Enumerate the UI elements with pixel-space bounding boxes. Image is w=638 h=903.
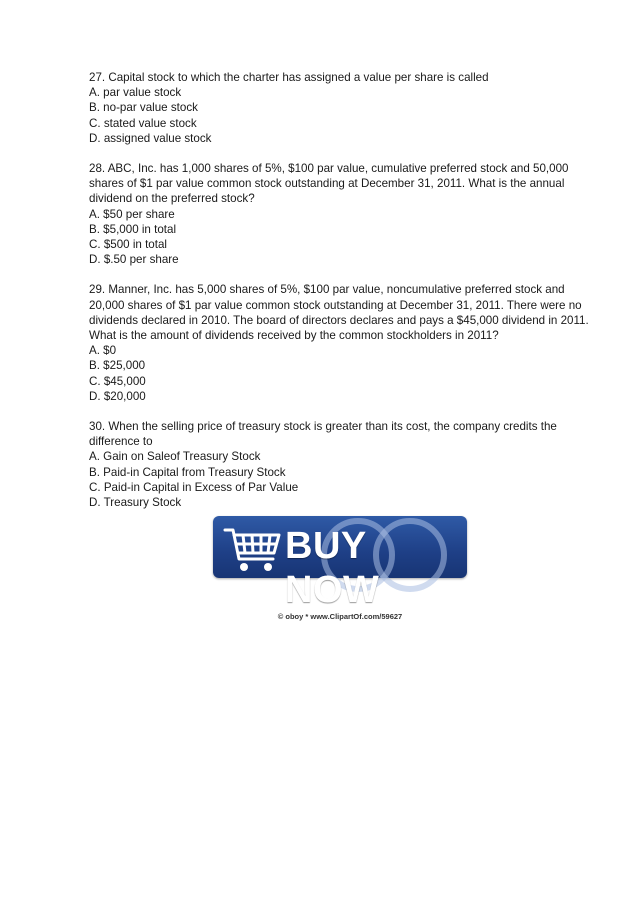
answer-option: D. $.50 per share: [89, 253, 179, 267]
answer-option: D. assigned value stock: [89, 131, 212, 145]
question-29: [89, 282, 589, 404]
answer-option: D. $20,000: [89, 389, 146, 403]
answer-option: A. Gain on Saleof Treasury Stock: [89, 450, 261, 464]
question-28: [89, 161, 589, 267]
document-body: [89, 70, 589, 525]
answer-option: B. no-par value stock: [89, 101, 198, 115]
answer-option: A. par value stock: [89, 86, 182, 100]
image-credit: © oboy * www.ClipartOf.com/59627: [277, 612, 403, 621]
answer-option: B. $25,000: [89, 359, 146, 373]
answer-option: C. $500 in total: [89, 238, 167, 252]
buy-now-label: BUY NOW: [285, 525, 380, 611]
answer-option: A. $50 per share: [89, 207, 175, 221]
answer-option: C. stated value stock: [89, 116, 197, 130]
answer-option: B. $5,000 in total: [89, 222, 177, 236]
shopping-cart-icon: [223, 525, 283, 575]
question-30: [89, 419, 589, 510]
answer-option: B. Paid-in Capital from Treasury Stock: [89, 465, 286, 479]
question-text: 28. ABC, Inc. has 1,000 shares of 5%, $100 par value, cumulative preferred stock and 50,000 shares of $1 par value common stock outstanding at December 31, 2011. What is the annual dividend on the preferred stock?: [89, 162, 569, 206]
answer-option: C. $45,000: [89, 374, 146, 388]
question-27: [89, 70, 589, 146]
answer-option: A. $0: [89, 344, 117, 358]
buy-now-button[interactable]: [213, 516, 467, 611]
question-text: 30. When the selling price of treasury stock is greater than its cost, the company credits the difference to: [89, 420, 557, 449]
answer-option: C. Paid-in Capital in Excess of Par Value: [89, 480, 299, 494]
answer-option: D. Treasury Stock: [89, 496, 182, 510]
question-text: 29. Manner, Inc. has 5,000 shares of 5%, $100 par value, noncumulative preferred stock and 20,000 shares of $1 par value common stock outstanding at December 31, 2011. There were no dividends declared in 2010. The board of directors declares and pays a $45,000 dividend in 2011. What is the amount of dividends received by the common stockholders in 2011?: [89, 283, 589, 343]
question-text: 27. Capital stock to which the charter has assigned a value per share is called: [89, 71, 489, 84]
